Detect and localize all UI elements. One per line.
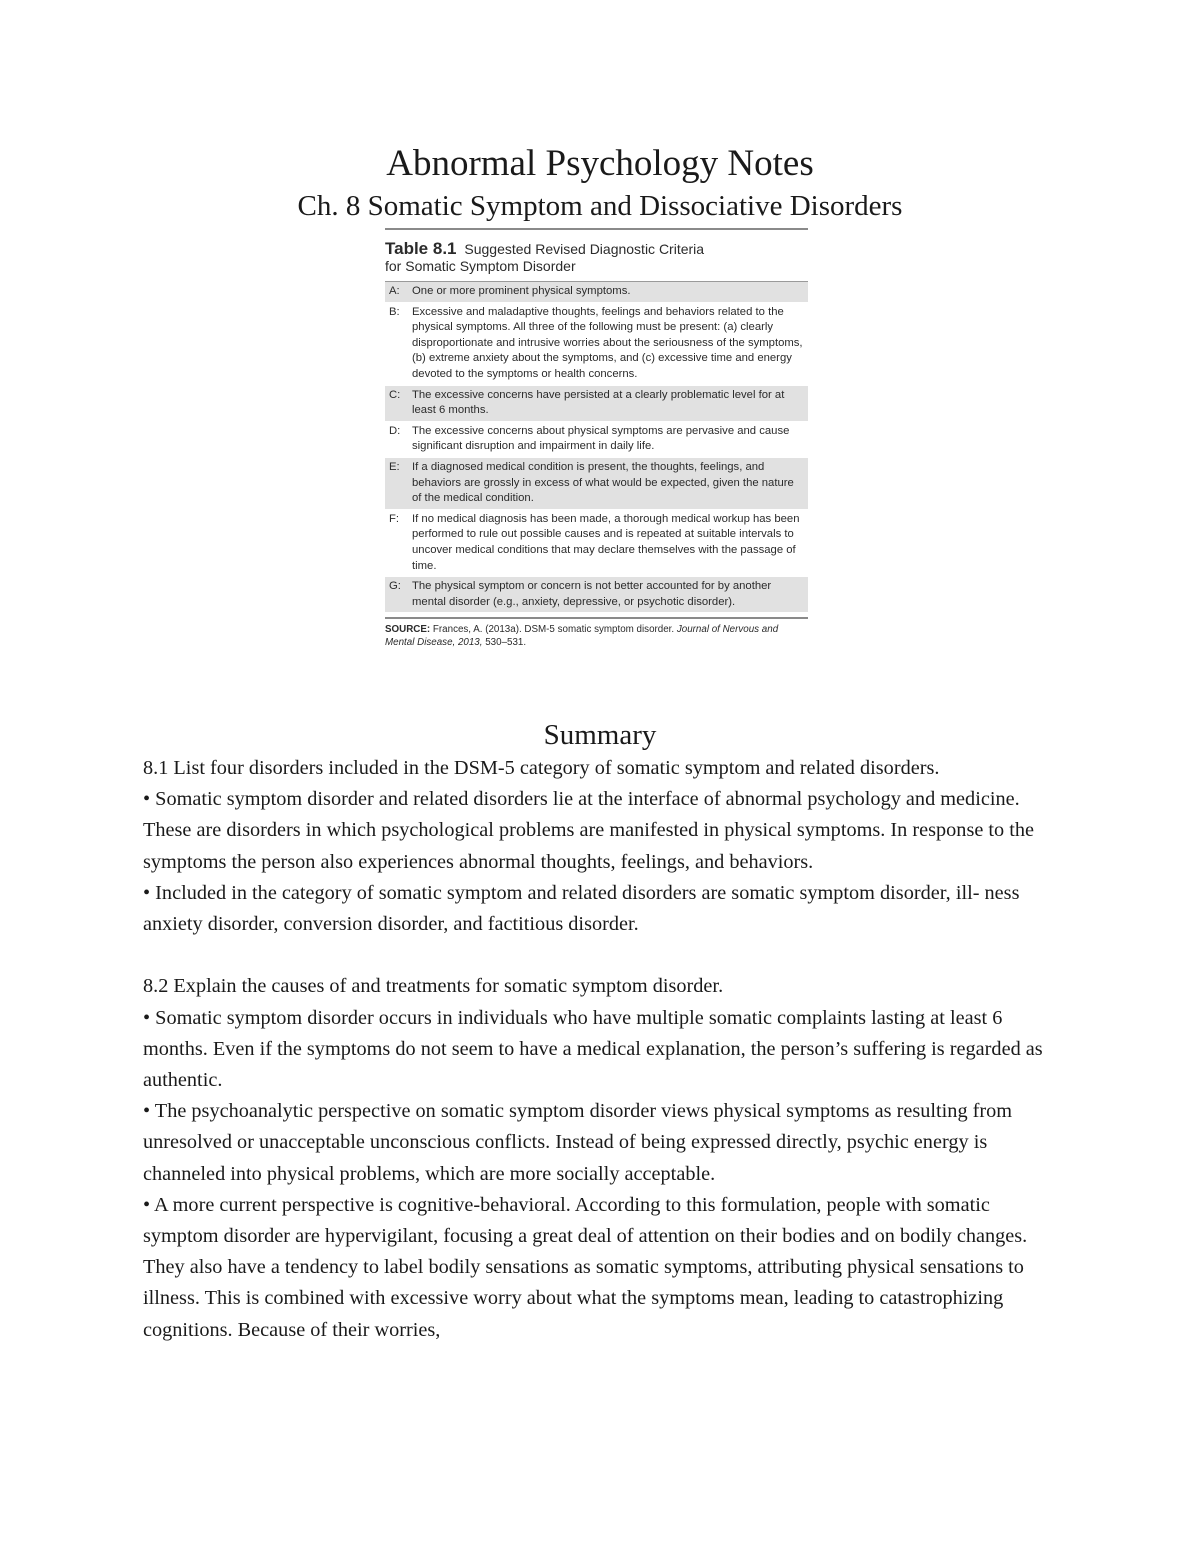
criteria-row-f xyxy=(385,510,808,577)
criteria-letter: G: xyxy=(389,580,401,593)
criteria-row-a xyxy=(385,282,808,303)
paragraph-spacer xyxy=(143,940,1063,971)
table-caption-line2: for Somatic Symptom Disorder xyxy=(385,258,576,274)
summary-bullet: • A more current perspective is cognitive-behavioral. According to this formulation, people with somatic symptom disorder are hypervigilant, focusing a great deal of attention on their bodies and on bodily changes. They also have a tendency to label bodily sensations as somatic symptoms, attributing physical sensations to illness. This is combined with excessive worry about what the symptoms mean, leading to catastrophizing cognitions. Because of their worries, xyxy=(143,1193,1028,1341)
summary-bullet: • Included in the category of somatic symptom and related disorders are somatic symptom disorder, ill- ness anxiety disorder, conversion disorder, and factitious disorder. xyxy=(143,881,1020,936)
objective-8-2: 8.2 Explain the causes of and treatments for somatic symptom disorder. xyxy=(143,975,724,998)
summary-heading: Summary xyxy=(543,719,657,751)
source-pages: 530–531. xyxy=(485,637,527,649)
criteria-row-d xyxy=(385,422,808,458)
criteria-text: Excessive and maladaptive thoughts, feelings and behaviors related to the physical symptoms. All three of the following must be present: (a) clearly disproportionate and intrusive worries about the seriousness of the symptoms, (b) extreme anxiety about the symptoms, and (c) excessive time and energy devoted to the symptoms or health concerns. xyxy=(412,305,803,380)
document-subtitle: Ch. 8 Somatic Symptom and Dissociative Disorders xyxy=(297,190,903,222)
summary-body xyxy=(143,753,1063,1346)
criteria-letter: E: xyxy=(389,460,400,473)
criteria-text: The physical symptom or concern is not better accounted for by another mental disorder (e.g., anxiety, depressive, or psychotic disorder). xyxy=(412,580,772,608)
document-title: Abnormal Psychology Notes xyxy=(386,143,814,184)
criteria-letter: C: xyxy=(389,388,401,401)
criteria-text: The excessive concerns have persisted at a clearly problematic level for at least 6 months. xyxy=(412,388,785,417)
criteria-text: One or more prominent physical symptoms. xyxy=(412,285,631,297)
criteria-letter: A: xyxy=(389,285,400,297)
criteria-row-g xyxy=(385,577,808,613)
summary-bullet: • Somatic symptom disorder occurs in individuals who have multiple somatic complaints lasting at least 6 months. Even if the symptoms do not seem to have a medical explanation, the person’s suffering is regarded as authentic. xyxy=(143,1006,1043,1092)
criteria-letter: B: xyxy=(389,305,400,318)
criteria-row-b xyxy=(385,303,808,386)
source-journal: Journal of Nervous and Mental Disease, 2013, xyxy=(385,624,779,649)
criteria-row-e xyxy=(385,458,808,510)
table-caption-line1: Suggested Revised Diagnostic Criteria xyxy=(464,241,705,257)
criteria-row-c xyxy=(385,386,808,422)
summary-bullet: • The psychoanalytic perspective on somatic symptom disorder views physical symptoms as resulting from unresolved or unacceptable unconscious conflicts. Instead of being expressed directly, psychic energy is channeled into physical problems, which are more socially acceptable. xyxy=(143,1100,1013,1185)
criteria-table-figure xyxy=(385,228,808,649)
table-caption xyxy=(385,240,808,275)
table-source xyxy=(385,623,808,649)
table-number: Table 8.1 xyxy=(385,239,457,258)
table-top-rule xyxy=(385,228,808,230)
source-label: SOURCE: xyxy=(385,624,431,636)
criteria-letter: D: xyxy=(389,424,401,437)
criteria-text: The excessive concerns about physical symptoms are pervasive and cause significant disruption and impairment in daily life. xyxy=(412,424,790,453)
criteria-text: If a diagnosed medical condition is present, the thoughts, feelings, and behaviors are grossly in excess of what would be expected, given the nature of the medical condition. xyxy=(412,460,794,505)
table-bottom-rule xyxy=(385,617,808,619)
source-text: Frances, A. (2013a). DSM-5 somatic symptom disorder. xyxy=(432,624,675,636)
summary-bullet: • Somatic symptom disorder and related disorders lie at the interface of abnormal psychology and medicine. These are disorders in which psychological problems are manifested in physical symptoms. In response to the symptoms the person also experiences abnormal thoughts, feelings, and behaviors. xyxy=(143,788,1035,873)
objective-8-1: 8.1 List four disorders included in the DSM-5 category of somatic symptom and related disorders. xyxy=(143,757,940,779)
criteria-letter: F: xyxy=(389,512,400,525)
criteria-list xyxy=(385,281,808,613)
criteria-text: If no medical diagnosis has been made, a thorough medical workup has been performed to rule out possible causes and is repeated at suitable intervals to uncover medical conditions that may declare themselves with the passage of time. xyxy=(412,512,800,572)
